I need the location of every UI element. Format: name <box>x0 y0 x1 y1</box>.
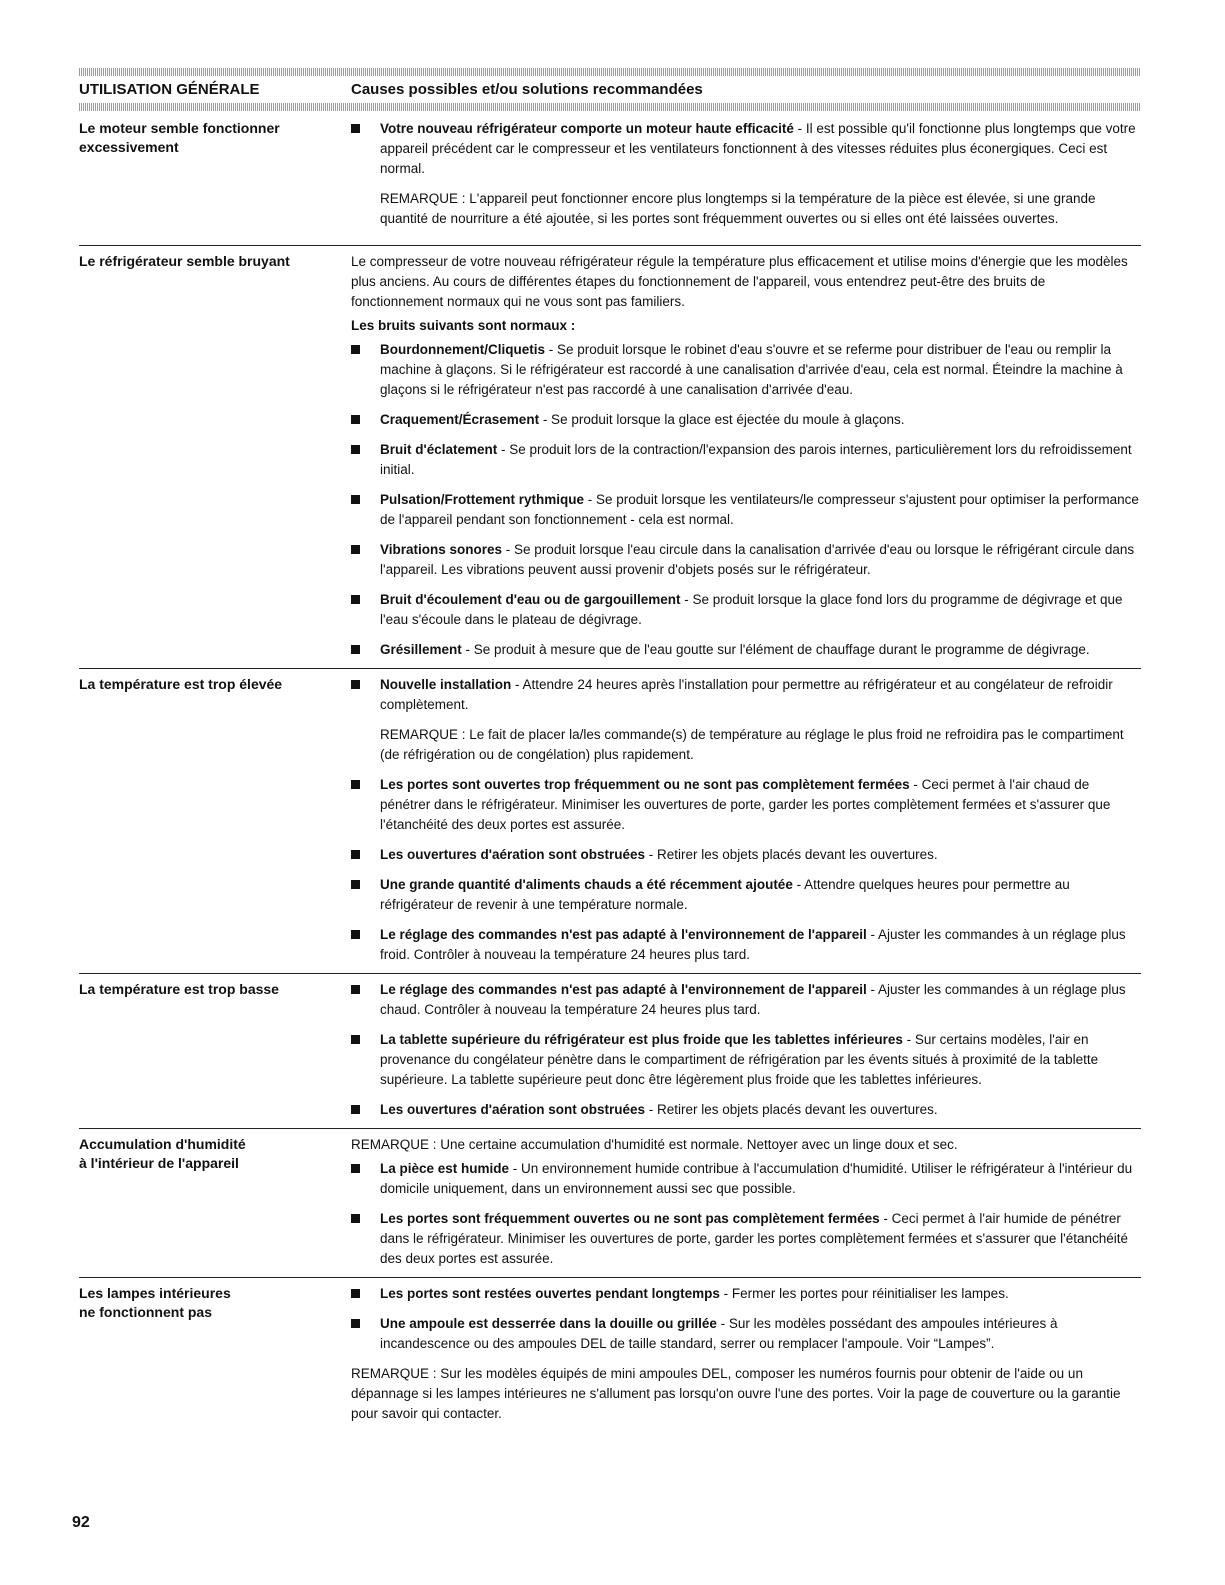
cause-text: - Ajuster les commandes à un réglage plus chaud. Contrôler à nouveau la température 24 heures plus tard. <box>380 982 1126 1017</box>
cause-text: - Ceci permet à l'air humide de pénétrer dans le réfrigérateur. Minimiser les ouvertures de porte, garder les portes complètement fermées et s'assurer que l'étanchéité des deux portes est assurée. <box>380 1211 1129 1266</box>
bullet-square-icon <box>351 930 360 939</box>
cause-title: Bourdonnement/Cliquetis <box>380 342 545 357</box>
bullet-square-icon <box>351 495 360 504</box>
list-item <box>351 490 1141 530</box>
table-header <box>79 76 1141 103</box>
cause-text: - Se produit lorsque les ventilateurs/le compresseur s'ajustent pour optimiser la performance de l'appareil pendant son fonctionnement - cela est normal. <box>380 492 1139 527</box>
bullet-square-icon <box>351 1035 360 1044</box>
list-item <box>351 1159 1141 1199</box>
solution-cell <box>351 1284 1141 1428</box>
problem-label-line1: Accumulation d'humidité <box>79 1136 246 1152</box>
list-item <box>351 845 1141 865</box>
cause-title: Nouvelle installation <box>380 677 512 692</box>
list-item <box>351 340 1141 400</box>
note-text: Sur les modèles équipés de mini ampoules DEL, composer les numéros fournis pour obtenir de l'aide ou un dépannage si les lampes intérieures ne s'allument pas lorsqu'on ouvre l'une des portes. Voir la page de couverture ou la garantie pour savoir qui contacter. <box>351 1366 1121 1421</box>
cause-title: Le réglage des commandes n'est pas adapté à l'environnement de l'appareil <box>380 927 867 942</box>
solution-cell <box>351 1135 1141 1271</box>
cause-title: Les portes sont restées ouvertes pendant longtemps <box>380 1286 720 1301</box>
list-item <box>351 1209 1141 1269</box>
note-label: REMARQUE : <box>351 1137 441 1152</box>
subheading: Les bruits suivants sont normaux : <box>351 318 576 333</box>
table-row <box>79 1128 1141 1277</box>
bullet-square-icon <box>351 780 360 789</box>
problem-label-line1: Les lampes intérieures <box>79 1285 231 1301</box>
list-item <box>351 675 1141 715</box>
note <box>351 1364 1141 1424</box>
list-item <box>351 410 1141 430</box>
bullet-square-icon <box>351 124 360 133</box>
note <box>351 1135 1141 1155</box>
solution-cell <box>351 252 1141 662</box>
list-item <box>351 980 1141 1020</box>
cause-title: Pulsation/Frottement rythmique <box>380 492 585 507</box>
cause-title: Craquement/Écrasement <box>380 412 540 427</box>
cause-title: Vibrations sonores <box>380 542 503 557</box>
list-item <box>351 1314 1141 1354</box>
note <box>380 189 1141 229</box>
solution-cell <box>351 119 1141 239</box>
cause-text: - Il est possible qu'il fonctionne plus longtemps que votre appareil précédent car le compresseur et les ventilateurs fonctionnent à des vitesses réduites plus éconergiques. Ceci est normal. <box>380 121 1136 176</box>
cause-text: - Se produit lorsque le robinet d'eau s'ouvre et se referme pour distribuer de l'eau ou remplir la machine à glaçons. Si le réfrigérateur est raccordé à une canalisation d'arrivée d'eau, cela est normal. Éteindre la machine à glaçons si le réfrigérateur n'est pas raccordé à une canalisation d'arrivée d'eau. <box>380 342 1123 397</box>
cause-text: - Se produit lors de la contraction/l'expansion des parois internes, particulièrement lors du refroidissement initial. <box>380 442 1132 477</box>
bullet-square-icon <box>351 595 360 604</box>
bullet-square-icon <box>351 445 360 454</box>
cause-title: La pièce est humide <box>380 1161 510 1176</box>
bullet-square-icon <box>351 1289 360 1298</box>
list-item <box>351 1284 1141 1304</box>
table-row <box>79 111 1141 245</box>
cause-title: Une grande quantité d'aliments chauds a été récemment ajoutée <box>380 877 793 892</box>
cause-text: - Attendre quelques heures pour permettre au réfrigérateur de revenir à une température normale. <box>380 877 1070 912</box>
list-item <box>351 875 1141 915</box>
cause-title: Les ouvertures d'aération sont obstruées <box>380 1102 646 1117</box>
cause-text: - Attendre 24 heures après l'installation pour permettre au réfrigérateur et au congélateur de refroidir complètement. <box>380 677 1113 712</box>
note-text: Le fait de placer la/les commande(s) de température au réglage le plus froid ne refroidira pas le compartiment (de réfrigération ou de congélation) plus rapidement. <box>380 727 1124 762</box>
problem-label-line2: ne fonctionnent pas <box>79 1304 212 1320</box>
list-item <box>351 1030 1141 1090</box>
cause-text: - Se produit lorsque la glace fond lors du programme de dégivrage et que l'eau s'écoule dans le plateau de dégivrage. <box>380 592 1123 627</box>
problem-label: La température est trop basse <box>79 981 279 997</box>
table-row <box>79 245 1141 668</box>
problem-label <box>79 1135 351 1271</box>
header-rule-bottom <box>79 103 1141 111</box>
header-col-causes: Causes possibles et/ou solutions recommandées <box>351 81 703 98</box>
problem-label <box>79 1284 351 1428</box>
bullet-square-icon <box>351 880 360 889</box>
solution-cell <box>351 980 1141 1122</box>
table-row <box>79 668 1141 973</box>
troubleshooting-table <box>79 68 1141 1434</box>
note-label: REMARQUE : <box>380 727 470 742</box>
bullet-square-icon <box>351 345 360 354</box>
bullet-square-icon <box>351 985 360 994</box>
cause-title: Les portes sont fréquemment ouvertes ou ne sont pas complètement fermées <box>380 1211 880 1226</box>
cause-title: Bruit d'éclatement <box>380 442 498 457</box>
page-number: 92 <box>72 1514 90 1531</box>
list-item <box>351 119 1141 179</box>
cause-title: Le réglage des commandes n'est pas adapté à l'environnement de l'appareil <box>380 982 867 997</box>
cause-title: Une ampoule est desserrée dans la douille ou grillée <box>380 1316 717 1331</box>
list-item <box>351 540 1141 580</box>
table-row <box>79 973 1141 1128</box>
cause-text: - Se produit lorsque l'eau circule dans la canalisation d'arrivée d'eau ou lorsque le réfrigérant circule dans l'appareil. Les vibrations peuvent aussi provenir d'objets posés sur le réfrigérateur. <box>380 542 1135 577</box>
cause-title: Bruit d'écoulement d'eau ou de gargouillement <box>380 592 681 607</box>
cause-title: Votre nouveau réfrigérateur comporte un moteur haute efficacité <box>380 121 794 136</box>
bullet-square-icon <box>351 645 360 654</box>
problem-label-line2: à l'intérieur de l'appareil <box>79 1155 239 1171</box>
cause-text: - Sur les modèles possédant des ampoules intérieures à incandescence ou des ampoules DEL de taille standard, serrer ou remplacer l'ampoule. Voir “Lampes”. <box>380 1316 1058 1351</box>
cause-title: Les ouvertures d'aération sont obstruées <box>380 847 646 862</box>
bullet-square-icon <box>351 1164 360 1173</box>
bullet-square-icon <box>351 680 360 689</box>
problem-label: Le moteur semble fonctionner excessivement <box>79 120 280 155</box>
bullet-square-icon <box>351 1319 360 1328</box>
note-label: REMARQUE : <box>380 191 470 206</box>
note-label: REMARQUE : <box>351 1366 441 1381</box>
header-rule-top <box>79 68 1141 76</box>
cause-text: - Ajuster les commandes à un réglage plus froid. Contrôler à nouveau la température 24 heures plus tard. <box>380 927 1126 962</box>
bullet-square-icon <box>351 545 360 554</box>
note-text: L'appareil peut fonctionner encore plus longtemps si la température de la pièce est élevée, si une grande quantité de nourriture a été ajoutée, si les portes sont fréquemment ouvertes ou si elles ont été laissées ouvertes. <box>380 191 1096 226</box>
bullet-square-icon <box>351 1105 360 1114</box>
cause-text: - Un environnement humide contribue à l'accumulation d'humidité. Utiliser le réfrigérateur à l'intérieur du domicile uniquement, dans un environnement aussi sec que possible. <box>380 1161 1133 1196</box>
list-item <box>351 1100 1141 1120</box>
note <box>380 725 1141 765</box>
cause-text: - Ceci permet à l'air chaud de pénétrer dans le réfrigérateur. Minimiser les ouvertures de porte, garder les portes complètement fermées et s'assurer que l'étanchéité des deux portes est assurée. <box>380 777 1111 832</box>
intro-text: Le compresseur de votre nouveau réfrigérateur régule la température plus efficacement et utilise moins d'énergie que les modèles plus anciens. Au cours de différentes étapes du fonctionnement de l'appareil, vous entendrez peut-être des bruits de fonctionnement normaux qui ne vous sont pas familiers. <box>351 254 1128 309</box>
header-col-usage: UTILISATION GÉNÉRALE <box>79 81 260 98</box>
cause-text: - Se produit à mesure que de l'eau goutte sur l'élément de chauffage durant le programme de dégivrage. <box>461 642 1090 657</box>
cause-title: Les portes sont ouvertes trop fréquemment ou ne sont pas complètement fermées <box>380 777 910 792</box>
problem-label: Le réfrigérateur semble bruyant <box>79 253 290 269</box>
note-text: Une certaine accumulation d'humidité est normale. Nettoyer avec un linge doux et sec. <box>440 1137 958 1152</box>
cause-text: - Se produit lorsque la glace est éjectée du moule à glaçons. <box>539 412 905 427</box>
list-item <box>351 440 1141 480</box>
bullet-square-icon <box>351 850 360 859</box>
list-item <box>351 925 1141 965</box>
cause-title: Grésillement <box>380 642 462 657</box>
problem-label: La température est trop élevée <box>79 676 283 692</box>
bullet-square-icon <box>351 1214 360 1223</box>
cause-text: - Retirer les objets placés devant les ouvertures. <box>645 847 938 862</box>
list-item <box>351 775 1141 835</box>
cause-text: - Sur certains modèles, l'air en provenance du congélateur pénètre dans le compartiment de réfrigération par les évents situés à proximité de la tablette supérieure. La tablette supérieure peut donc être légèrement plus froide que les tablettes inférieures. <box>380 1032 1099 1087</box>
solution-cell <box>351 675 1141 967</box>
cause-text: - Fermer les portes pour réinitialiser les lampes. <box>719 1286 1009 1301</box>
bullet-square-icon <box>351 415 360 424</box>
cause-title: La tablette supérieure du réfrigérateur est plus froide que les tablettes inférieures <box>380 1032 903 1047</box>
table-row <box>79 1277 1141 1434</box>
list-item <box>351 640 1141 660</box>
list-item <box>351 590 1141 630</box>
cause-text: - Retirer les objets placés devant les ouvertures. <box>645 1102 938 1117</box>
